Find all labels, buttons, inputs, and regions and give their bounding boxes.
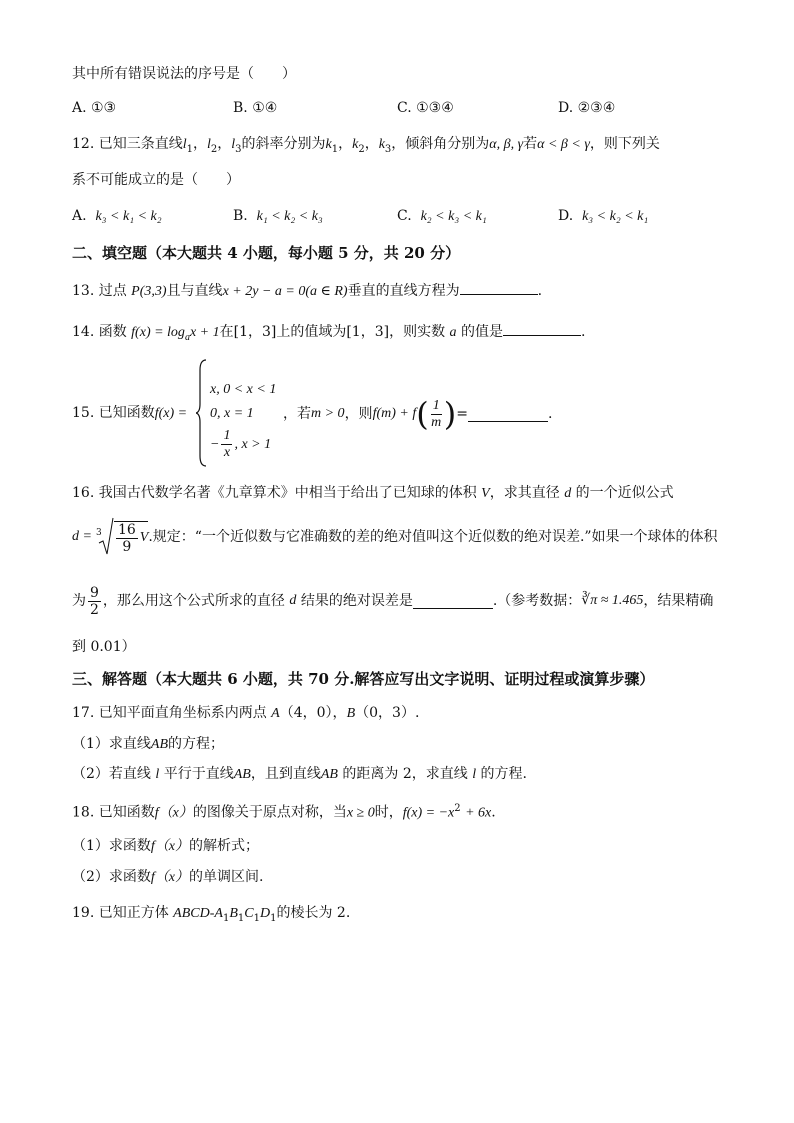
q18-part1: （1）求函数f（x）的解析式； — [72, 838, 260, 854]
q15-case-3: − $\frac{1}{x}$ , x > 1 — [210, 428, 272, 460]
q14: 14. 函数 $f(x) = \log_ax + 1$在[1，3]上的值域为[1，3]，则实数 a 的值是 . — [72, 321, 585, 348]
q16-line3: 为 $\frac{9}{2}$ ，那么用这个公式所求的直径 d 结果的绝对误差是 .（参考数据： ∛π ≈ 1.465 ，结果精确 — [72, 584, 714, 618]
q11-option-a: A. ①③ — [72, 100, 117, 116]
section-3-heading: 三、解答题（本大题共 6 小题，共 70 分.解答应写出文字说明、证明过程或演算步骤） — [72, 670, 655, 688]
q14-answer-blank — [503, 321, 581, 336]
q18-part2: （2）求函数f（x）的单调区间. — [72, 869, 264, 885]
q16-cube-root: 3 $\frac{16}{9}$ V — [96, 517, 148, 557]
q11-option-c: C. ①③④ — [397, 100, 454, 116]
q15-case-1: x, 0 < x < 1 — [210, 382, 277, 397]
q16-line1: 16. 我国古代数学名著《九章算术》中相当于给出了已知球的体积 V，求其直径 d 的一个近似公式 — [72, 485, 674, 501]
q17-stem: 17. 已知平面直角坐标系内两点 A（4，0），B（0，3）. — [72, 705, 420, 721]
q17-part1: （1）求直线AB的方程； — [72, 736, 225, 752]
q13-answer-blank — [460, 280, 538, 295]
q11-option-d: D. ②③④ — [558, 100, 616, 116]
q11-stem: 其中所有错误说法的序号是（ ） — [72, 66, 296, 82]
q16-line4: 到 0.01） — [72, 639, 136, 655]
q17-part2: （2）若直线 l 平行于直线AB，且到直线AB 的距离为 2，求直线 l 的方程. — [72, 766, 527, 782]
q18-stem: 18. 已知函数f（x）的图像关于原点对称，当x ≥ 0时，$f(x) = -x^2 + 6x$. — [72, 803, 496, 821]
q12-option-d: D. k₃ < k₂ < k₁ — [558, 208, 649, 224]
q13: 13. 过点 P(3,3)且与直线x + 2y − a = 0(a ∈ R)垂直的直线方程为 . — [72, 280, 542, 302]
q12-option-c: C. k₂ < k₃ < k₁ — [397, 208, 487, 224]
q12-line1: 12. 已知三条直线$l_1$，$l_2$，$l_3$的斜率分别为$k_1$，$k_2$，$k_3$，倾斜角分别为α, β, γ若α < β < γ，则下列关 — [72, 136, 660, 155]
q12-line2: 系不可能成立的是（ ） — [72, 172, 240, 188]
q15-tail: ，若 m > 0 ，则 f(m) + f ( $\frac{1}{m}$ ) = . — [283, 395, 553, 433]
q16-line2: d = 3 $\frac{16}{9}$ V .规定：“一个近似数与它准确数的差的绝对值叫这个近似数的绝对误差.”如果一个球体的体积 — [72, 517, 718, 557]
q15-answer-blank — [468, 407, 548, 422]
q19-stem: 19. 已知正方体 ABCD-$A_1B_1C_1D_1$的棱长为 2. — [72, 905, 351, 924]
q15-case-2: 0, x = 1 — [210, 406, 254, 421]
section-2-heading: 二、填空题（本大题共 4 小题，每小题 5 分，共 20 分） — [72, 244, 461, 262]
q11-option-b: B. ①④ — [233, 100, 278, 116]
q12-option-a: A. k₃ < k₁ < k₂ — [72, 208, 162, 224]
q12-option-b: B. k₁ < k₂ < k₃ — [233, 208, 323, 224]
q16-answer-blank — [413, 594, 493, 609]
q15-label: 15. 已知函数f(x) = — [72, 405, 188, 421]
q15-brace — [196, 358, 208, 468]
